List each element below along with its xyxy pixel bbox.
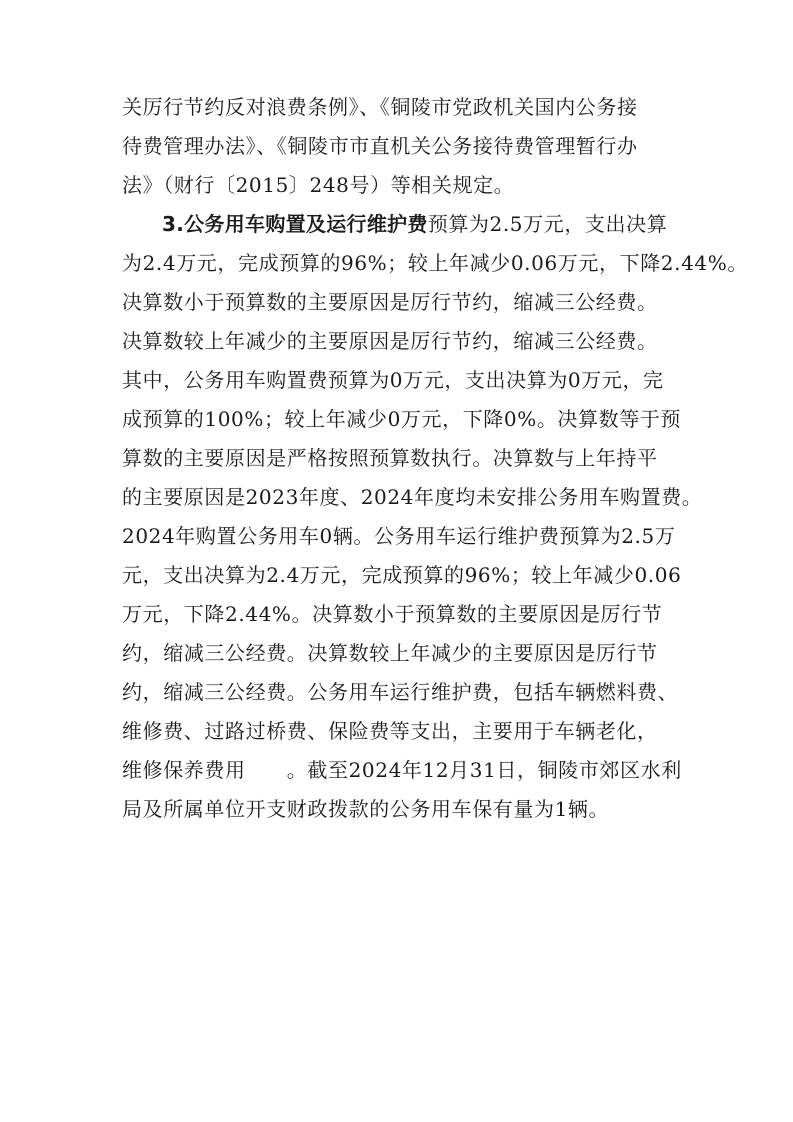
paragraph-line: 约，缩减三公经费。决算数较上年减少的主要原因是厉行节 bbox=[122, 641, 658, 665]
paragraph-line: 法》（财行〔2015〕248号）等相关规定。 bbox=[122, 173, 515, 197]
paragraph-line: 万元，下降2.44%。决算数小于预算数的主要原因是厉行节 bbox=[122, 602, 663, 626]
paragraph-line: 成预算的100%；较上年减少0万元，下降0%。决算数等于预 bbox=[122, 407, 682, 431]
paragraph-line: 关厉行节约反对浪费条例》、《铜陵市党政机关国内公务接 bbox=[122, 95, 638, 119]
paragraph-first-line bbox=[122, 205, 694, 244]
paragraph-line: 其中，公务用车购置费预算为0万元，支出决算为0万元，完 bbox=[122, 368, 664, 392]
paragraph-line: 2024年购置公务用车0辆。公务用车运行维护费预算为2.5万 bbox=[122, 524, 676, 548]
paragraph-line: 决算数小于预算数的主要原因是厉行节约，缩减三公经费。 bbox=[122, 290, 658, 314]
paragraph-line: 元，支出决算为2.4万元，完成预算的96%；较上年减少0.06 bbox=[122, 563, 682, 587]
paragraph-line: 约，缩减三公经费。公务用车运行维护费，包括车辆燃料费、 bbox=[122, 680, 679, 704]
paragraph-line: 的主要原因是2023年度、2024年度均未安排公务用车购置费。 bbox=[122, 485, 703, 509]
paragraph-line: 维修费、过路过桥费、保险费等支出，主要用于车辆老化， bbox=[122, 719, 658, 743]
paragraph-line: 维修保养费用 。截至2024年12月31日，铜陵市郊区水利 bbox=[122, 758, 682, 782]
paragraph-line: 决算数较上年减少的主要原因是厉行节约，缩减三公经费。 bbox=[122, 329, 658, 353]
paragraph-text: 预算为2.5万元，支出决算 bbox=[427, 212, 668, 236]
paragraph-line: 为2.4万元，完成预算的96%；较上年减少0.06万元，下降2.44%。 bbox=[122, 251, 748, 275]
body-text bbox=[122, 88, 748, 829]
paragraph-line: 算数的主要原因是严格按照预算数执行。决算数与上年持平 bbox=[122, 446, 658, 470]
paragraph-line: 局及所属单位开支财政拨款的公务用车保有量为1辆。 bbox=[122, 797, 610, 821]
section-heading: 3.公务用车购置及运行维护费 bbox=[162, 212, 428, 236]
paragraph-line: 待费管理办法》、《铜陵市市直机关公务接待费管理暂行办 bbox=[122, 134, 638, 158]
